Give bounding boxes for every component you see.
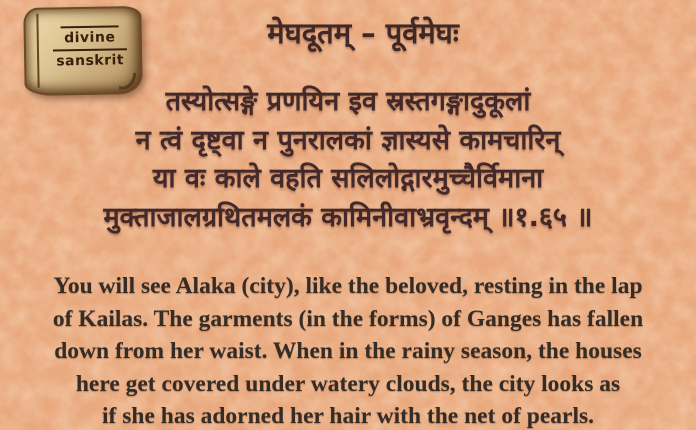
sanskrit-verse [0,83,696,237]
logo-text [44,25,137,73]
verse-line-2: न त्वं दृष्ट्वा न पुनरालकां ज्ञास्यसे कामचारिन् [135,124,561,156]
verse-line-1: तस्योत्सङ्गे प्रणयिन इव स्रस्तगङ्गादुकूलां [165,86,531,117]
translation-line-3: down from her waist. When in the rainy season, the houses [54,338,642,364]
translation-line-2: of Kailas. The garments (in the forms) of Ganges has fallen [52,305,644,332]
scroll-spine-line [36,14,39,88]
translation-line-4: here get covered under watery clouds, the city looks as [75,370,621,397]
logo-word-divine: divine [61,25,119,49]
logo-word-sanskrit: sanskrit [53,48,127,72]
verse-line-4: मुक्ताजालग्रथितमलकं कामिनीवाभ्रवृन्दम् ॥१.६५ ॥ [103,201,593,233]
divine-sanskrit-logo [23,6,143,96]
translation-line-1: You will see Alaka (city), like the beloved, resting in the lap [53,273,643,299]
scroll-curl [119,72,137,91]
verse-line-3: या वः काले वहति सलिलोद्गारमुच्चैर्विमाना [152,163,544,194]
english-translation [0,270,696,430]
page-title: मेघदूतम् – पूर्वमेघः [267,16,459,50]
translation-line-5: if she has adorned her hair with the net of pearls. [102,403,594,429]
